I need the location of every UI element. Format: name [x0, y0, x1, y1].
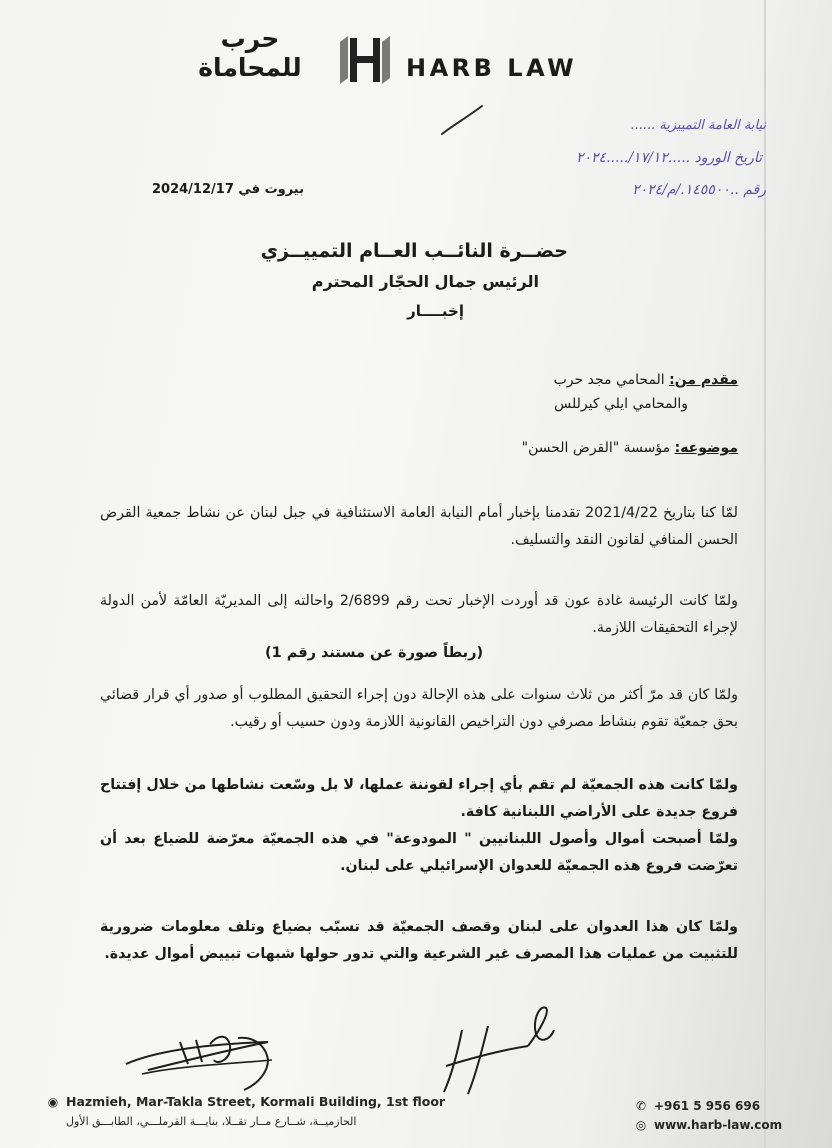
- brand-name-english: HARB LAW: [406, 54, 578, 82]
- stamp-date-line: تاريخ الورود .....١٧/١٢/.....٢٠٢٤: [576, 150, 762, 166]
- stamp-office-line: نيابة العامة التمييزية ......: [630, 118, 766, 133]
- from-value: المحامي مجد حرب: [553, 372, 665, 388]
- stamp-number-line: رقم ..١٤٥٥٠٠./م/٢٠٢٤: [632, 182, 766, 198]
- harb-law-logo-icon: [336, 32, 394, 88]
- body-paragraph-3: ولمّا كان قد مرّ أكثر من ثلاث سنوات على هذه الإحالة دون إجراء التحقيق المطلوب أو صدور أي قرار قضائي بحق جمعيّة تقوم بنشاط مصرفي دون التراخيص القانونية اللازمة ودون حسيب أو رقيب.: [100, 687, 738, 730]
- signature-right: [432, 1000, 572, 1100]
- footer-address: [46, 1094, 445, 1128]
- addressee-title: حضــرة النائــب العــام التمييــزي: [260, 240, 568, 262]
- brand-name-arabic: حرب للمحاماة: [198, 24, 302, 82]
- body-paragraph-4: ولمّا كانت هذه الجمعيّة لم تقم بأي إجراء لقوننة عملها، لا بل وسّعت نشاطها من خلال إفتتاح فروع جديدة على الأراضي اللبنانية كافة.: [100, 777, 738, 820]
- handwritten-mark: [438, 100, 488, 140]
- attachment-note: (ربطاً صورة عن مستند رقم 1): [265, 645, 484, 661]
- subject-value: مؤسسة "القرض الحسن": [521, 440, 671, 456]
- body-paragraph-1: لمّا كنا بتاريخ 2021/4/22 تقدمنا بإخبار أمام النيابة العامة الاستئنافية في جبل لبنان عن نشاط جمعية القرض الحسن المنافي لقانون النقد والتسليف.: [100, 505, 738, 548]
- from-value-2: والمحامي ايلي كيرللس: [554, 396, 688, 412]
- from-line-2: [554, 396, 688, 412]
- paper-fold-line: [764, 0, 766, 1148]
- phone-number[interactable]: +961 5 956 696: [654, 1098, 761, 1113]
- addressee-name: الرئيس جمال الحجّار المحترم: [311, 272, 539, 291]
- globe-icon: ◎: [635, 1117, 647, 1132]
- subject-label: موضوعه:: [674, 440, 738, 456]
- body-paragraph-2: ولمّا كانت الرئيسة غادة عون قد أوردت الإخبار تحت رقم 2/6899 واحالته إلى المديريّة العامّة لأمن الدولة لإجراء التحقيقات اللازمة.: [100, 593, 738, 636]
- from-line: [554, 372, 738, 388]
- address-arabic: الحازميــة، شــارع مــار تقــلا، بنايـــة القرملـــي، الطابـــق الأول: [66, 1115, 357, 1128]
- signature-left: [118, 1020, 288, 1100]
- letter-date: بيروت في 2024/12/17: [152, 182, 304, 197]
- address-english: Hazmieh, Mar-Takla Street, Kormali Building, 1st floor: [66, 1094, 446, 1109]
- website-link[interactable]: www.harb-law.com: [654, 1117, 783, 1132]
- body-paragraph-5: ولمّا أصبحت أموال وأصول اللبنانيين " المودوعة" في هذه الجمعيّة معرّضة للضياع بعد أن تعرّضت فروع هذه الجمعيّة للعدوان الإسرائيلي على لبنان.: [100, 831, 738, 874]
- body-paragraph-6: ولمّا كان هذا العدوان على لبنان وقصف الجمعيّة قد تسبّب بضياع وتلف معلومات ضرورية للتثبيت من عمليات هذا المصرف غير الشرعية والتي تدور حولها شبهات تبييض أموال عديدة.: [100, 919, 738, 962]
- footer-contact: [634, 1096, 782, 1134]
- phone-icon: ✆: [635, 1098, 647, 1113]
- letter-type: إخبــــار: [407, 302, 464, 320]
- from-label: مقدم من:: [669, 372, 738, 388]
- location-pin-icon: ◉: [47, 1095, 59, 1109]
- subject-line: [522, 440, 738, 456]
